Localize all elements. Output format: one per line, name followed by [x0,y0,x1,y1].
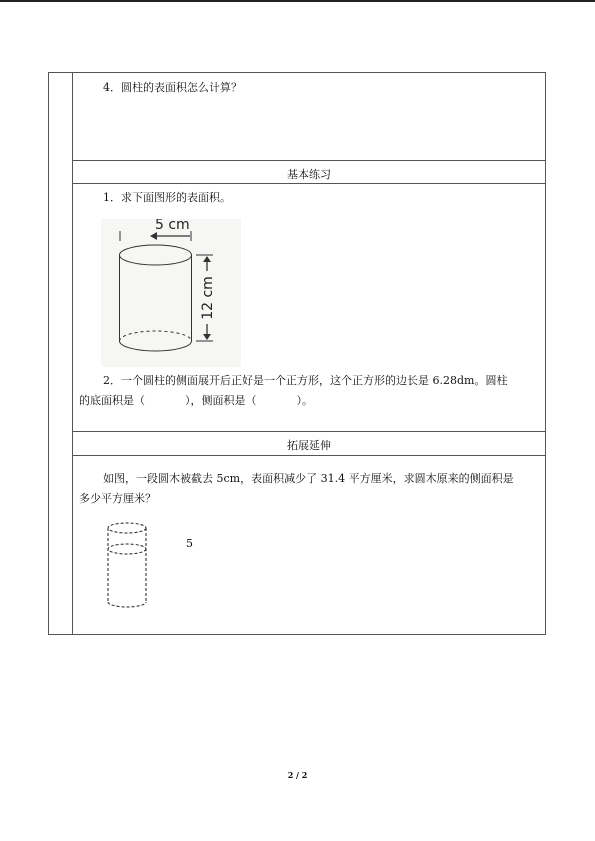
exercise-2-line-2 [79,393,313,409]
exercise-1: 1．求下面图形的表面积。 [103,191,231,204]
cylinder-figure-2 [103,522,153,612]
cylinder-bottom-edge [108,602,146,607]
row-divider [73,183,545,184]
exercise-2-line-1: 2．一个圆柱的侧面展开后正好是一个正方形，这个正方形的边长是 6.28dm。圆柱 [103,374,508,387]
row-divider [73,431,545,432]
exercise-2-text-c: ）。 [296,394,313,407]
extension-question-line-2: 多少平方厘米？ [79,492,156,505]
worksheet-table [48,72,546,635]
top-rule [0,0,595,2]
cut-length-label: 5 [186,537,193,550]
left-column-divider [72,73,73,634]
row-divider [73,160,545,161]
exercise-2-text-a: 的底面积是（ [79,394,145,407]
question-4: 4．圆柱的表面积怎么计算？ [103,81,242,94]
cut-top-ellipse [108,523,146,533]
section-basic-header: 基本练习 [287,168,331,181]
width-label: 5 cm [155,219,190,233]
exercise-2-text-b: ），侧面积是（ [185,394,257,407]
cylinder-figure-1 [101,219,241,367]
row-divider [73,455,545,456]
cut-plane-ellipse [108,544,146,554]
section-extension-header: 拓展延伸 [287,439,331,452]
page-number: 2 / 2 [287,770,308,780]
extension-question-line-1: 如图，一段圆木被截去 5cm，表面积减少了 31.4 平方厘米，求圆木原来的侧面积是 [103,472,514,485]
height-label: 12 cm [200,276,216,320]
